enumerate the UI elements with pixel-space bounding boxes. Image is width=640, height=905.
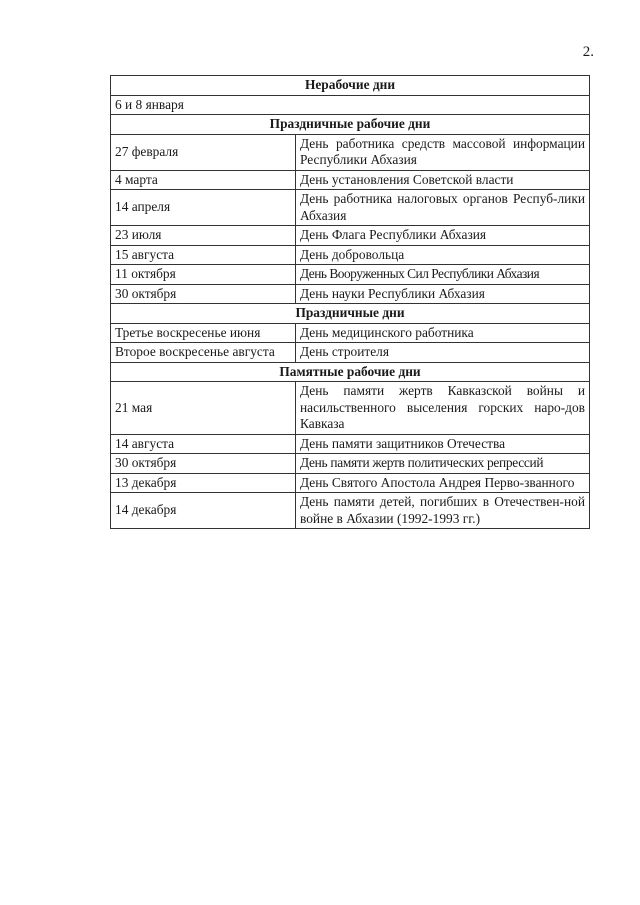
table-row	[111, 134, 590, 170]
row-date: 15 августа	[111, 245, 296, 265]
row-name: День памяти жертв политических репрессий	[296, 454, 590, 474]
row-name: День Флага Республики Абхазия	[296, 226, 590, 246]
table-row	[111, 265, 590, 285]
section-title-memorial: Памятные рабочие дни	[111, 362, 590, 382]
table-row	[111, 190, 590, 226]
row-date: 13 декабря	[111, 473, 296, 493]
row-date: 30 октября	[111, 454, 296, 474]
row-date: Второе воскресенье августа	[111, 343, 296, 363]
table-row	[111, 454, 590, 474]
row-name: День строителя	[296, 343, 590, 363]
row-date: 11 октября	[111, 265, 296, 285]
section-title-nonworking: Нерабочие дни	[111, 76, 590, 96]
row-date: 30 октября	[111, 284, 296, 304]
section-title-holidays: Праздничные дни	[111, 304, 590, 324]
table-row	[111, 493, 590, 529]
section-header-row	[111, 362, 590, 382]
row-name: День установления Советской власти	[296, 170, 590, 190]
row-date: 21 мая	[111, 382, 296, 435]
section-header-row	[111, 115, 590, 135]
section-title-holiday-working: Праздничные рабочие дни	[111, 115, 590, 135]
table-row	[111, 343, 590, 363]
table-row	[111, 170, 590, 190]
row-name: День медицинского работника	[296, 323, 590, 343]
row-name: День добровольца	[296, 245, 590, 265]
row-date: 27 февраля	[111, 134, 296, 170]
row-name: День памяти детей, погибших в Отечествен-ной войне в Абхазии (1992-1993 гг.)	[296, 493, 590, 529]
row-date: 4 марта	[111, 170, 296, 190]
table-row	[111, 95, 590, 115]
row-name: День работника налоговых органов Респуб-лики Абхазия	[296, 190, 590, 226]
holidays-table	[110, 75, 590, 529]
row-name: День науки Республики Абхазия	[296, 284, 590, 304]
row-name: День памяти защитников Отечества	[296, 434, 590, 454]
row-name: День памяти жертв Кавказской войны и насильственного выселения горских наро-дов Кавказа	[296, 382, 590, 435]
row-date: Третье воскресенье июня	[111, 323, 296, 343]
row-name: День Вооруженных Сил Республики Абхазия	[296, 265, 590, 285]
table-row	[111, 323, 590, 343]
section-header-row	[111, 76, 590, 96]
table-row	[111, 434, 590, 454]
table-row	[111, 284, 590, 304]
table-row	[111, 382, 590, 435]
row-date: 14 декабря	[111, 493, 296, 529]
table-row	[111, 226, 590, 246]
row-date: 14 августа	[111, 434, 296, 454]
page-number: 2.	[582, 44, 594, 60]
row-name: День работника средств массовой информации Республики Абхазия	[296, 134, 590, 170]
row-name: День Святого Апостола Андрея Перво-званного	[296, 473, 590, 493]
table-row	[111, 245, 590, 265]
row-date: 14 апреля	[111, 190, 296, 226]
nonworking-dates: 6 и 8 января	[111, 95, 590, 115]
row-date: 23 июля	[111, 226, 296, 246]
table-row	[111, 473, 590, 493]
section-header-row	[111, 304, 590, 324]
